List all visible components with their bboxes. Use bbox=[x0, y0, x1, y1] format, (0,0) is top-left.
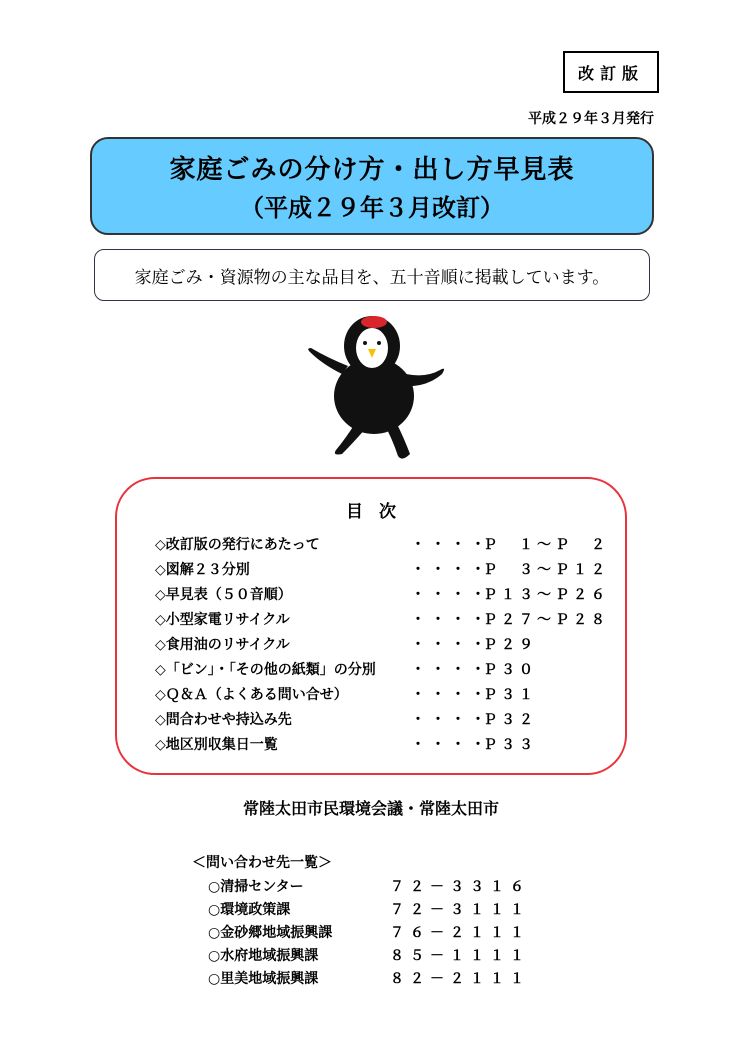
notice-box bbox=[94, 249, 650, 301]
contact-item bbox=[208, 966, 530, 989]
toc-item-leader: ・・・・ bbox=[411, 686, 491, 703]
toc-item-label: ◇小型家電リサイクル bbox=[155, 611, 290, 628]
toc-item-label: ◇地区別収集日一覧 bbox=[155, 736, 278, 753]
toc-list bbox=[155, 531, 609, 756]
toc-item[interactable] bbox=[155, 631, 609, 656]
revised-edition-label: 改訂版 bbox=[577, 63, 644, 83]
contact-name: ○金砂郷地域振興課 bbox=[208, 924, 333, 941]
penguin-mascot-icon bbox=[302, 312, 450, 462]
toc-item-page: Ｐ １～Ｐ ２ bbox=[483, 536, 609, 553]
notice-text: 家庭ごみ・資源物の主な品目を、五十音順に掲載しています。 bbox=[134, 267, 610, 288]
contact-name: ○清掃センター bbox=[208, 878, 304, 895]
toc-item-page: Ｐ１３～Ｐ２６ bbox=[483, 586, 609, 603]
toc-item-leader: ・・・・ bbox=[411, 661, 491, 678]
toc-item-label: ◇Ｑ＆Ａ（よくある問い合せ） bbox=[155, 686, 348, 703]
issue-date: 平成２９年３月発行 bbox=[528, 111, 654, 127]
toc-item[interactable] bbox=[155, 681, 609, 706]
toc-item-leader: ・・・・ bbox=[411, 586, 491, 603]
organization-name: 常陸太田市民環境会議・常陸太田市 bbox=[242, 799, 499, 818]
contact-item bbox=[208, 897, 530, 920]
toc-item[interactable] bbox=[155, 531, 609, 556]
toc-item[interactable] bbox=[155, 656, 609, 681]
toc-item-label: ◇改訂版の発行にあたって bbox=[155, 536, 320, 553]
toc-item-leader: ・・・・ bbox=[411, 711, 491, 728]
contacts-heading: ＜問い合わせ先一覧＞ bbox=[192, 855, 332, 871]
contact-name: ○環境政策課 bbox=[208, 901, 291, 918]
toc-item[interactable] bbox=[155, 731, 609, 756]
contact-phone[interactable]: ８２－２１１１ bbox=[390, 970, 530, 987]
toc-item[interactable] bbox=[155, 706, 609, 731]
toc-item-leader: ・・・・ bbox=[411, 636, 491, 653]
toc-item-page: Ｐ３３ bbox=[483, 736, 537, 753]
contact-phone[interactable]: ７２－３３１６ bbox=[390, 878, 530, 895]
toc-item-label: ◇「ビン」・「その他の紙類」の分別 bbox=[155, 661, 376, 678]
contact-item bbox=[208, 943, 530, 966]
toc-item-page: Ｐ ３～Ｐ１２ bbox=[483, 561, 609, 578]
toc-item-page: Ｐ３２ bbox=[483, 711, 537, 728]
page-subtitle: （平成２９年３月改訂） bbox=[240, 194, 504, 222]
toc-item-label: ◇早見表（５０音順） bbox=[155, 586, 292, 603]
contact-name: ○水府地域振興課 bbox=[208, 947, 319, 964]
toc-item-leader: ・・・・ bbox=[411, 536, 491, 553]
toc-item-leader: ・・・・ bbox=[411, 736, 491, 753]
toc-item-page: Ｐ３１ bbox=[483, 686, 537, 703]
contact-item bbox=[208, 920, 530, 943]
contact-phone[interactable]: ７２－３１１１ bbox=[390, 901, 530, 918]
contact-item bbox=[208, 874, 530, 897]
revised-edition-badge bbox=[563, 51, 659, 93]
contact-name: ○里美地域振興課 bbox=[208, 970, 319, 987]
toc-item-leader: ・・・・ bbox=[411, 561, 491, 578]
toc-item-label: ◇食用油のリサイクル bbox=[155, 636, 290, 653]
page-title: 家庭ごみの分け方・出し方早見表 bbox=[169, 155, 575, 185]
toc-item-page: Ｐ２７～Ｐ２８ bbox=[483, 611, 609, 628]
toc-item-page: Ｐ２９ bbox=[483, 636, 537, 653]
toc-title: 目次 bbox=[346, 502, 412, 522]
toc-item[interactable] bbox=[155, 581, 609, 606]
toc-item-label: ◇図解２３分別 bbox=[155, 561, 250, 578]
toc-item[interactable] bbox=[155, 556, 609, 581]
table-of-contents bbox=[115, 477, 627, 775]
contact-phone[interactable]: ７６－２１１１ bbox=[390, 924, 530, 941]
toc-item-page: Ｐ３０ bbox=[483, 661, 537, 678]
toc-item[interactable] bbox=[155, 606, 609, 631]
contact-phone[interactable]: ８５－１１１１ bbox=[390, 947, 530, 964]
toc-item-label: ◇問合わせや持込み先 bbox=[155, 711, 292, 728]
toc-item-leader: ・・・・ bbox=[411, 611, 491, 628]
title-banner bbox=[90, 137, 654, 235]
contacts-list bbox=[208, 874, 530, 989]
